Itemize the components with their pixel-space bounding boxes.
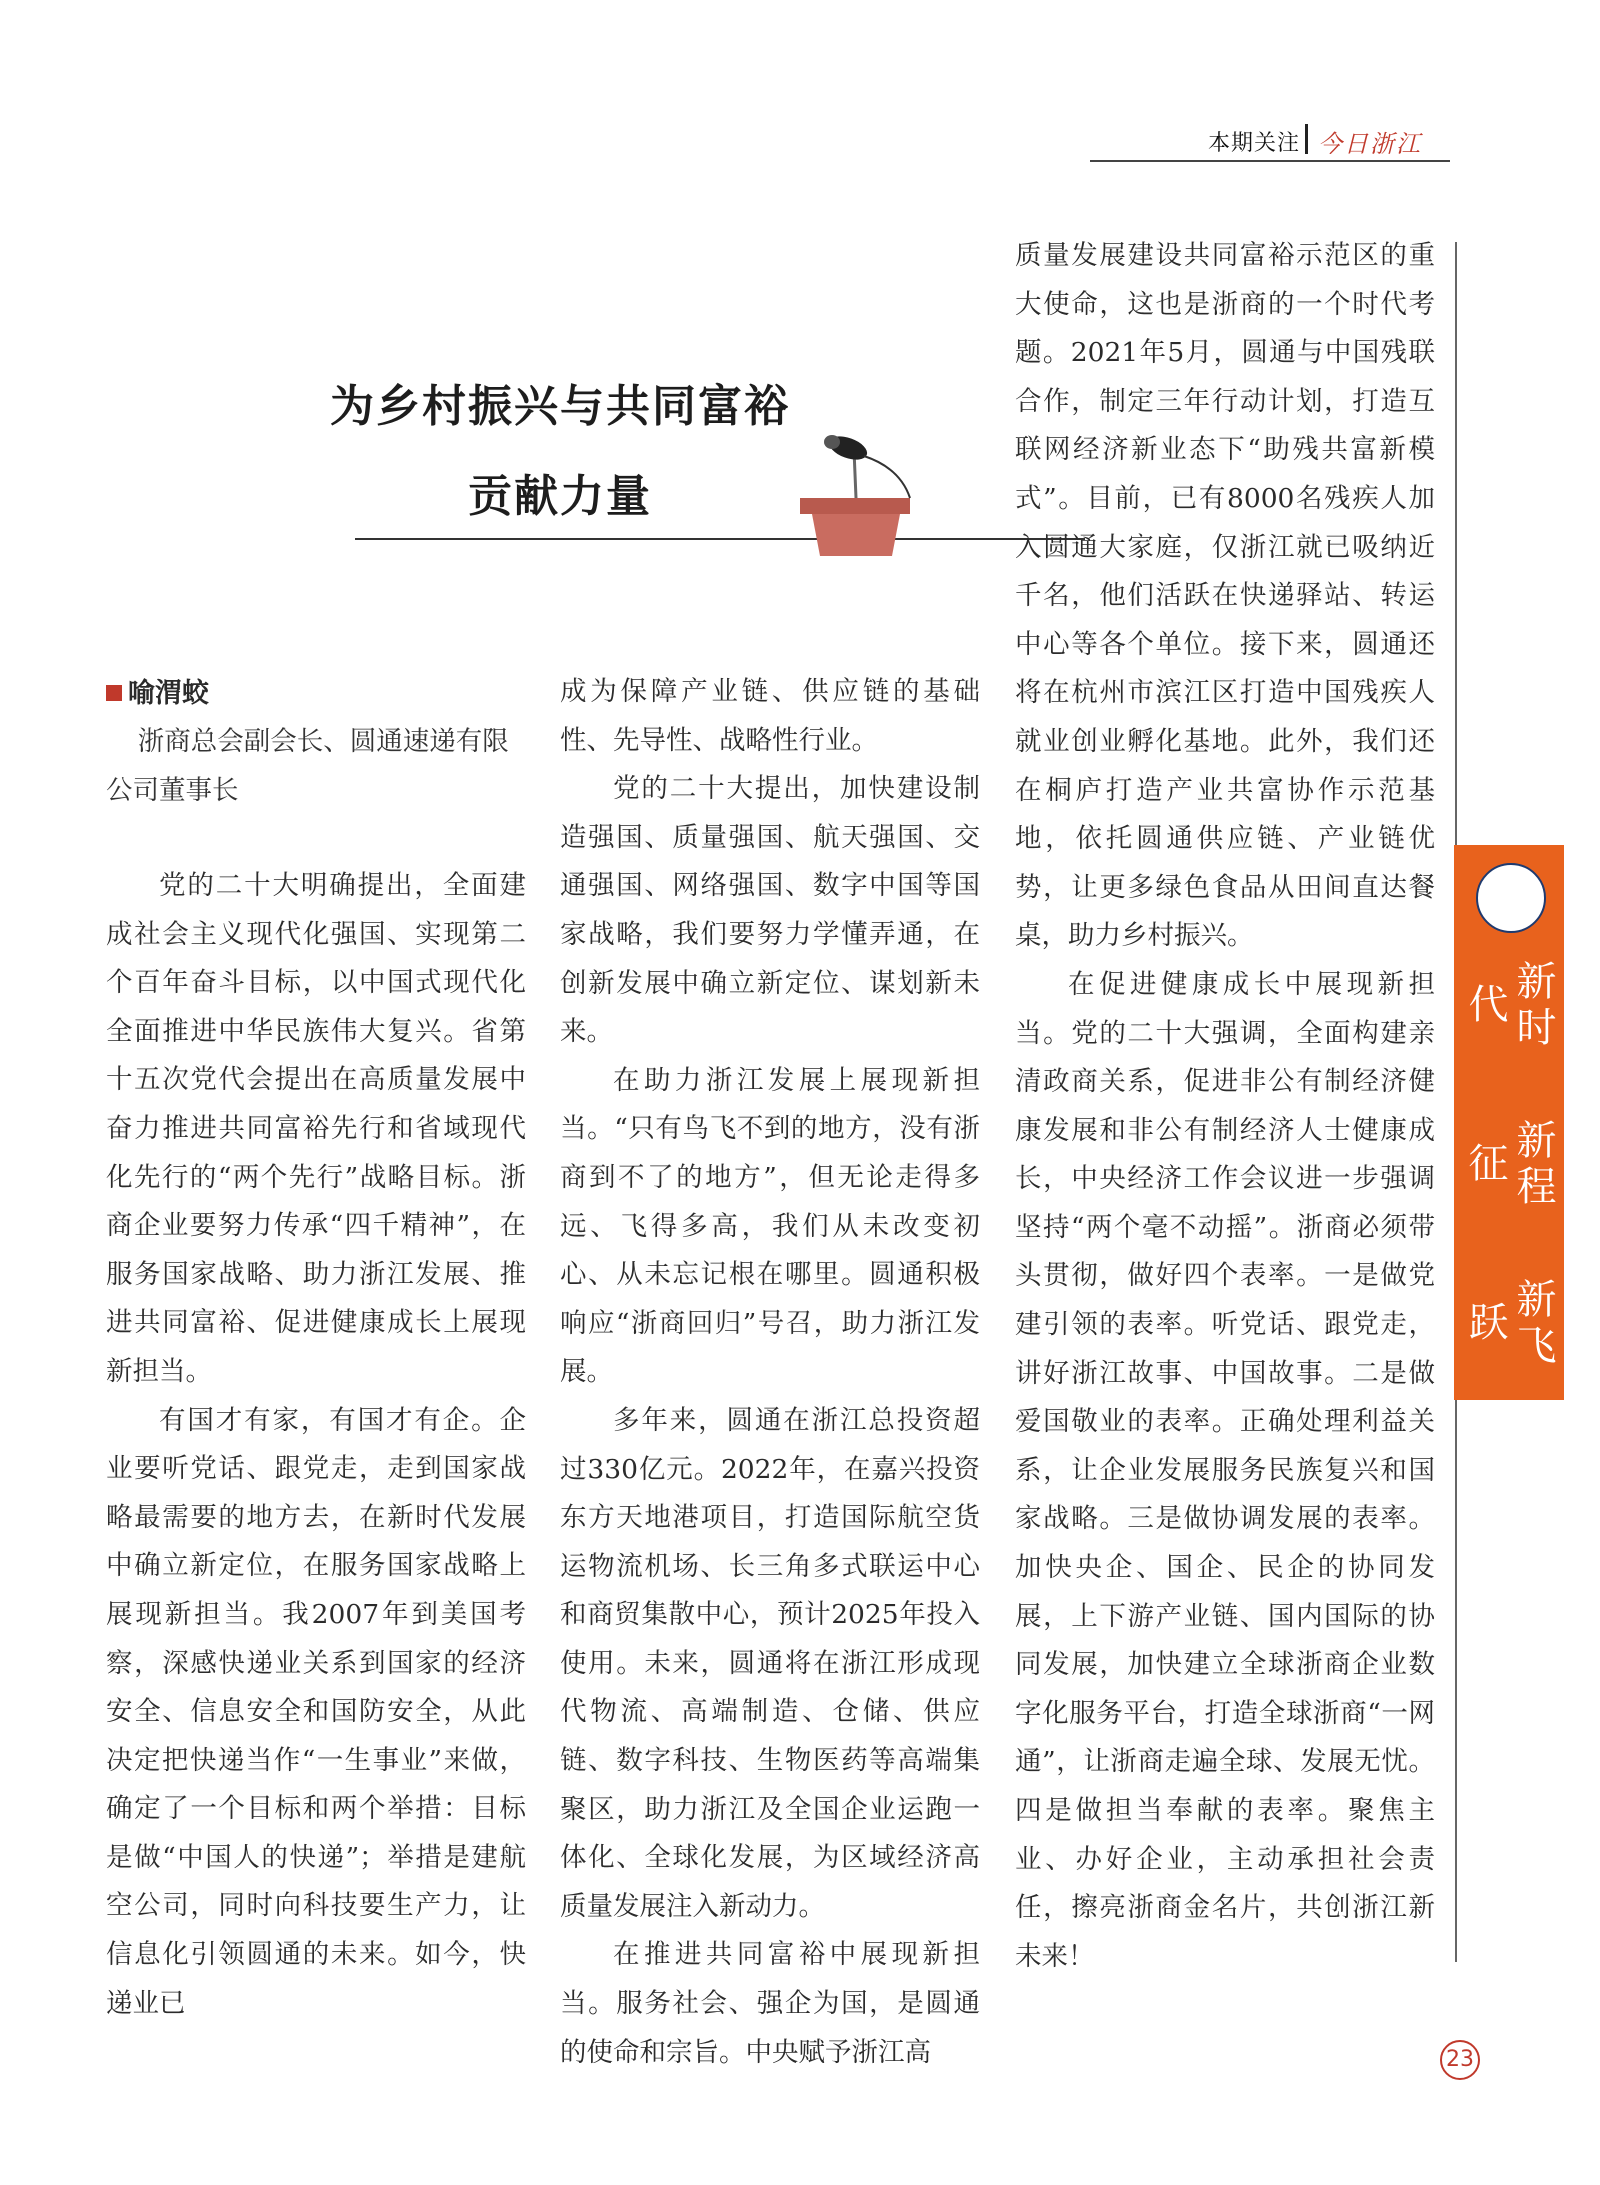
- author-name: 喻渭蛟: [128, 678, 209, 709]
- paragraph: 党的二十大提出，加快建设制造强国、质量强国、航天强国、交通强国、网络强国、数字中国等国家战略，我们要努力学懂弄通，在创新发展中确立新定位、谋划新未来。: [560, 773, 980, 1048]
- author-byline: [106, 670, 209, 718]
- side-feature-tab: [1454, 845, 1564, 1400]
- paragraph: 成为保障产业链、供应链的基础性、先导性、战略性行业。: [560, 676, 980, 756]
- paragraph: 有国才有家，有国才有企。企业要听党话、跟党走，走到国家战略最需要的地方去，在新时代发展中确立新定位，在服务国家战略上展现新担当。我2007年到美国考察，深感快递业关系到国家的经济安全、信息安全和国防安全，从此决定把快递当作“一生事业”来做，确定了一个目标和两个举措：目标是做“中国人的快递”；举措是建航空公司，同时向科技要生产力，让信息化引领圆通的未来。如今，快递业已: [106, 1404, 526, 2019]
- magazine-brand-logo: 今日浙江: [1318, 130, 1422, 158]
- byline-square-icon: [106, 685, 122, 701]
- page-header: [1090, 124, 1450, 160]
- paragraph: 质量发展建设共同富裕示范区的重大使命，这也是浙商的一个时代考题。2021年5月，圆通与中国残联合作，制定三年行动计划，打造互联网经济新业态下“助残共富新模式”。目前，已有8000名残疾人加入圆通大家庭，仅浙江就已吸纳近千名，他们活跃在快递驿站、转运中心等各个单位。接下来，圆通还将在杭州市滨江区打造中国残疾人就业创业孵化基地。此外，我们还在桐庐打造产业共富协作示范基地，依托圆通供应链、产业链优势，让更多绿色食品从田间直达餐桌，助力乡村振兴。: [1015, 240, 1435, 952]
- podium-microphone-icon: [760, 428, 920, 558]
- text-column-3: [1015, 232, 1435, 1981]
- article-title-line-2: 贡献力量: [468, 471, 652, 522]
- paragraph: 多年来，圆通在浙江总投资超过330亿元。2022年，在嘉兴投资东方天地港项目，打造国际航空货运物流机场、长三角多式联运中心和商贸集散中心，预计2025年投入使用。未来，圆通将在浙江形成现代物流、高端制造、仓储、供应链、数字科技、生物医药等高端集聚区，助力浙江及全国企业运跑一体化、全球化发展，为区域经济高质量发展注入新动力。: [560, 1404, 980, 1922]
- side-tab-part: 新程征: [1462, 1119, 1556, 1211]
- header-separator: [1305, 124, 1308, 154]
- title-rule: [355, 538, 1085, 540]
- section-label: 本期关注: [1207, 131, 1300, 156]
- side-tab-text: [1454, 945, 1564, 1385]
- paragraph: 党的二十大明确提出，全面建成社会主义现代化强国、实现第二个百年奋斗目标，以中国式现代化全面推进中华民族伟大复兴。省第十五次党代会提出在高质量发展中奋力推进共同富裕先行和省域现代化先行的“两个先行”战略目标。浙商企业要努力传承“四千精神”，在服务国家战略、助力浙江发展、推进共同富裕、促进健康成长上展现新担当。: [106, 870, 526, 1387]
- paragraph: 在推进共同富裕中展现新担当。服务社会、强企为国，是圆通的使命和宗旨。中央赋予浙江高: [560, 1939, 980, 2068]
- side-tab-part: 新时代: [1462, 960, 1556, 1053]
- side-tab-part: 新飞跃: [1462, 1277, 1556, 1370]
- text-column-1: [106, 862, 526, 2028]
- author-role: 浙商总会副会长、圆通速递有限公司董事长: [106, 726, 509, 806]
- header-rule: [1090, 160, 1450, 162]
- page-number: 23: [1440, 2040, 1480, 2080]
- paragraph: 在助力浙江发展上展现新担当。“只有鸟飞不到的地方，没有浙商到不了的地方”，但无论走得多远、飞得多高，我们从未改变初心、从未忘记根在哪里。圆通积极响应“浙商回归”号召，助力浙江发展。: [560, 1064, 980, 1388]
- paragraph: 在促进健康成长中展现新担当。党的二十大强调，全面构建亲清政商关系，促进非公有制经济健康发展和非公有制经济人士健康成长，中央经济工作会议进一步强调坚持“两个毫不动摇”。浙商必须带头贯彻，做好四个表率。一是做党建引领的表率。听党话、跟党走，讲好浙江故事、中国故事。二是做爱国敬业的表率。正确处理利益关系，让企业发展服务民族复兴和国家战略。三是做协调发展的表率。加快央企、国企、民企的协同发展，上下游产业链、国内国际的协同发展，加快建立全球浙商企业数字化服务平台，打造全球浙商“一网通”，让浙商走遍全球、发展无忧。四是做担当奉献的表率。聚焦主业、办好企业，主动承担社会责任，擦亮浙商金名片，共创浙江新未来！: [1015, 968, 1435, 1972]
- article-title-line-1: 为乡村振兴与共同富裕: [330, 381, 790, 432]
- emblem-icon: [1476, 863, 1546, 933]
- text-column-2: [560, 668, 980, 2077]
